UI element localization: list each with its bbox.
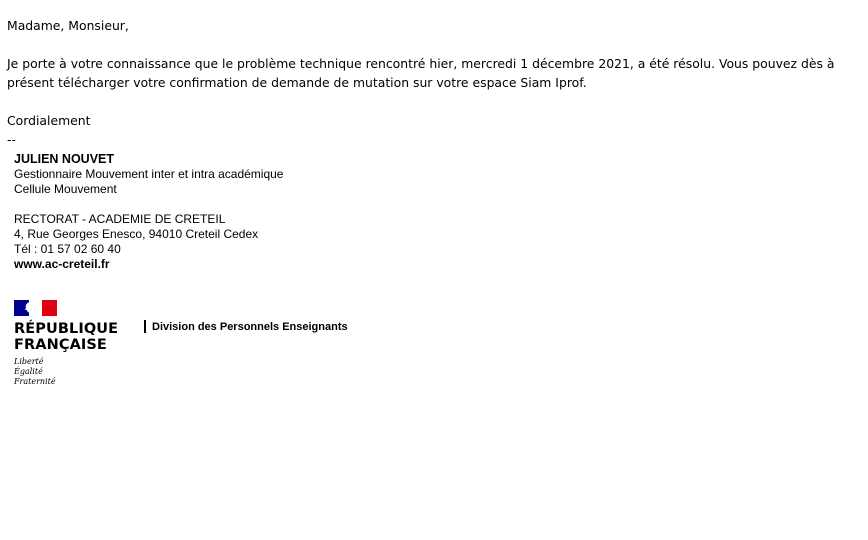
logo-line-2: FRANÇAISE [14, 337, 107, 353]
closing: Cordialement [7, 113, 91, 128]
signature-address: 4, Rue Georges Enesco, 94010 Creteil Cedex [14, 227, 259, 241]
motto-fraternite: Fraternité [14, 377, 56, 386]
logo-line-1: RÉPUBLIQUE [14, 321, 119, 337]
signature-organization: RECTORAT - ACADEMIE DE CRETEIL [14, 212, 226, 226]
email-body [7, 16, 857, 149]
signature-role: Gestionnaire Mouvement inter et intra académique [14, 167, 284, 181]
body-line-1: Je porte à votre connaissance que le problème technique rencontré hier, mercredi 1 décembre 2021, a été résolu. Vous pouvez dès à [7, 56, 835, 71]
body-line-2: présent télécharger votre confirmation de demande de mutation sur votre espace Siam Iprof. [7, 75, 587, 90]
french-flag-icon [14, 300, 57, 316]
motto-liberte: Liberté [14, 357, 44, 366]
motto-egalite: Égalité [14, 367, 43, 376]
signature-separator: -- [7, 132, 16, 147]
signature-phone: Tél : 01 57 02 60 40 [14, 242, 121, 256]
signature-name: JULIEN NOUVET [14, 152, 115, 166]
greeting: Madame, Monsieur, [7, 18, 129, 33]
division-label: Division des Personnels Enseignants [144, 320, 348, 333]
marianne-profile-icon [22, 300, 38, 316]
logo-motto [14, 357, 124, 387]
signature-block [14, 151, 283, 272]
signature-unit: Cellule Mouvement [14, 182, 117, 196]
signature-website-link[interactable]: www.ac-creteil.fr [14, 257, 110, 271]
republique-francaise-logo [14, 300, 124, 387]
